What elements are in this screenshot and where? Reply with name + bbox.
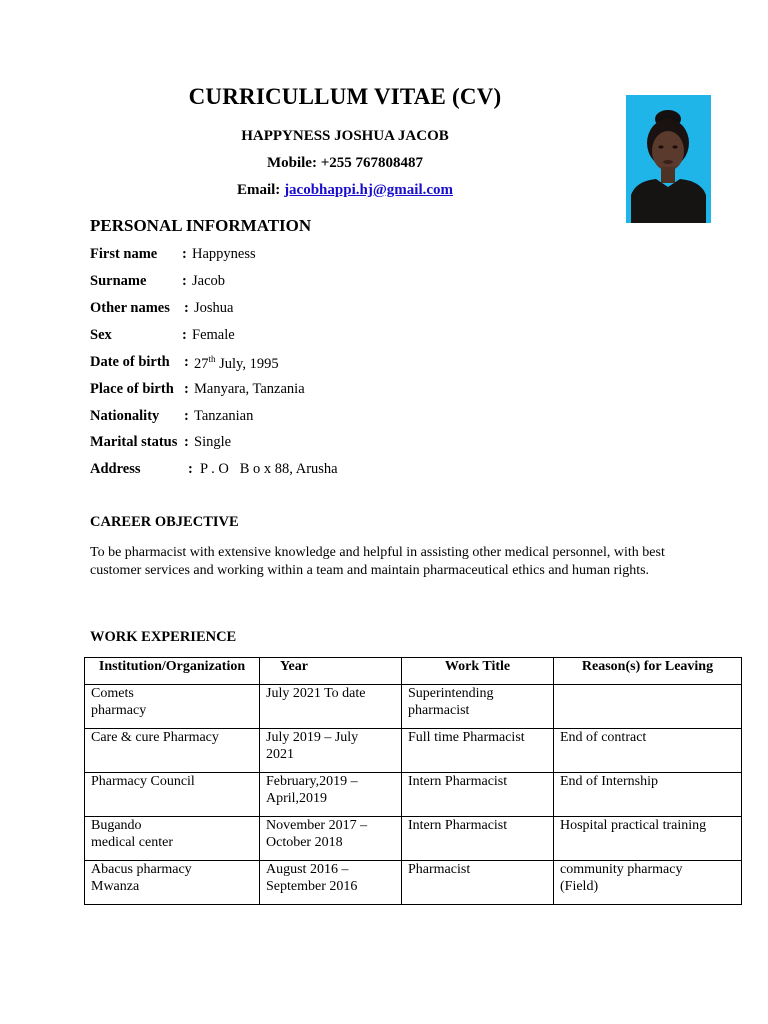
cell-work-title: Full time Pharmacist [402, 729, 554, 773]
field-colon: : [184, 354, 189, 370]
cell-reason: community pharmacy (Field) [554, 861, 742, 905]
cell-year: July 2019 – July 2021 [260, 729, 402, 773]
field-label: Place of birth [90, 381, 174, 397]
field-value: Female [192, 327, 235, 343]
cell-year: November 2017 – October 2018 [260, 817, 402, 861]
cell-work-title: Pharmacist [402, 861, 554, 905]
field-label: Nationality [90, 408, 160, 424]
dob-day: 27 [194, 355, 209, 372]
career-objective-text: To be pharmacist with extensive knowledge and helpful in assisting other medical personnel, with best customer services and working within a team and maintain pharmaceutical ethics and human rights. [90, 545, 665, 578]
personal-row-first-name [90, 246, 390, 266]
career-objective-heading: CAREER OBJECTIVE [90, 514, 239, 530]
field-colon: : [182, 327, 187, 343]
field-colon: : [184, 381, 189, 397]
email-line [0, 182, 690, 199]
personal-row-sex [90, 327, 390, 347]
table-row [85, 685, 742, 729]
person-photo-icon [626, 95, 711, 223]
field-label: Sex [90, 327, 112, 343]
dob-rest: July, 1995 [215, 355, 279, 372]
table-row [85, 773, 742, 817]
table-row [85, 861, 742, 905]
field-value: Single [194, 434, 232, 450]
column-header-reason: Reason(s) for Leaving [554, 658, 742, 685]
personal-row-marital-status [90, 434, 390, 454]
field-colon: : [184, 434, 189, 450]
work-experience-heading: WORK EXPERIENCE [90, 629, 237, 645]
cell-institution: Abacus pharmacy Mwanza [85, 861, 260, 905]
personal-info-heading: PERSONAL INFORMATION [90, 216, 312, 235]
cell-work-title: Intern Pharmacist [402, 817, 554, 861]
field-value: Happyness [192, 246, 256, 262]
field-colon: : [182, 246, 187, 262]
field-colon: : [184, 300, 189, 316]
cell-reason: End of Internship [554, 773, 742, 817]
field-value: Manyara, Tanzania [194, 381, 305, 397]
cell-reason [554, 685, 742, 729]
email-label: Email: [236, 182, 281, 198]
field-label: First name [90, 246, 158, 262]
field-colon: : [188, 461, 193, 477]
field-value: Jacob [192, 273, 226, 289]
table-header-row [85, 658, 742, 685]
field-value: P . O B o x 88, Arusha [200, 461, 338, 477]
cell-institution: Comets pharmacy [85, 685, 260, 729]
cell-year: August 2016 – September 2016 [260, 861, 402, 905]
column-header-institution: Institution/Organization [85, 658, 260, 685]
personal-row-other-names [90, 300, 390, 320]
work-experience-table [84, 657, 742, 905]
profile-photo [626, 95, 711, 223]
column-header-year: Year [260, 658, 402, 685]
cell-year: February,2019 – April,2019 [260, 773, 402, 817]
column-header-work-title: Work Title [402, 658, 554, 685]
field-label: Other names [90, 300, 170, 316]
personal-row-date-of-birth [90, 354, 390, 374]
dob-suffix: th [208, 354, 216, 364]
candidate-name: HAPPYNESS JOSHUA JACOB [241, 128, 449, 144]
email-link[interactable]: jacobhappi.hj@gmail.com [284, 182, 454, 198]
field-colon: : [182, 273, 187, 289]
cell-institution: Bugando medical center [85, 817, 260, 861]
field-colon: : [184, 408, 189, 424]
cv-title: CURRICULLUM VITAE (CV) [188, 84, 502, 109]
cell-year: July 2021 To date [260, 685, 402, 729]
field-value: Joshua [194, 300, 234, 316]
personal-row-place-of-birth [90, 381, 390, 401]
field-value [194, 354, 279, 373]
table-row [85, 729, 742, 773]
cell-institution: Pharmacy Council [85, 773, 260, 817]
table-row [85, 817, 742, 861]
field-label: Surname [90, 273, 147, 289]
field-label: Marital status [90, 434, 178, 450]
mobile-number: Mobile: +255 767808487 [266, 155, 424, 171]
personal-row-address [90, 461, 410, 481]
cell-institution: Care & cure Pharmacy [85, 729, 260, 773]
personal-row-surname [90, 273, 390, 293]
personal-row-nationality [90, 408, 390, 428]
field-label: Address [90, 461, 141, 477]
cell-reason: Hospital practical training [554, 817, 742, 861]
field-value: Tanzanian [194, 408, 254, 424]
cell-work-title: Superintending pharmacist [402, 685, 554, 729]
cell-work-title: Intern Pharmacist [402, 773, 554, 817]
field-label: Date of birth [90, 354, 170, 370]
cell-reason: End of contract [554, 729, 742, 773]
